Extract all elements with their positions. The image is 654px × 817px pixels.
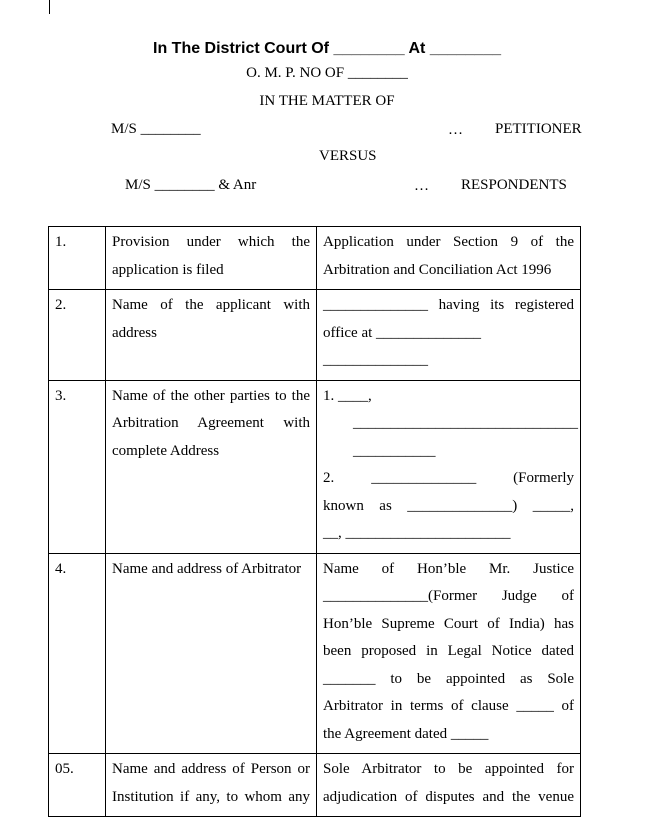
field-line: application is filed [112,261,224,278]
field-line: complete Address [112,442,220,459]
respondent-ellipsis: … [414,178,429,194]
field-line: Institution if any, to whom any [112,788,310,805]
value-line: Arbitration and Conciliation Act 1996 [323,261,552,278]
petitioner-name: M/S ________ [111,121,201,137]
field-cell [106,754,317,817]
value-line: office at ______________ [323,324,482,341]
row-number: 2. [49,290,106,381]
field-cell [106,553,317,754]
value-line: __, ______________________ [323,525,511,541]
text-cursor [49,0,50,14]
table-row [49,754,581,817]
value-line: Name of Hon’ble Mr. Justice [323,560,574,577]
table-row [49,227,581,290]
value-line: 2. ______________ (Formerly [323,470,574,486]
value-cell [317,754,581,817]
field-line: address [112,324,157,341]
value-line: ______________ having its registered [323,297,574,313]
value-cell [317,553,581,754]
row-number: 05. [49,754,106,817]
value-cell [317,290,581,381]
table-row [49,290,581,381]
value-line: ___________ [353,442,436,459]
respondent-name: M/S ________ & Anr [125,177,257,193]
table-row [49,553,581,754]
field-line: Name and address of Arbitrator [112,560,302,577]
value-line: ______________________________ [353,415,578,431]
value-line: 1. ____, [323,387,372,404]
field-line: Name and address of Person or [112,761,310,777]
field-line: Arbitration Agreement with [112,415,310,431]
omp-number-line: O. M. P. NO OF ________ [246,65,408,81]
table-row [49,380,581,553]
particulars-table [48,226,581,817]
field-cell [106,380,317,553]
value-cell [317,380,581,553]
field-line: Provision under which the [112,234,310,250]
petitioner-ellipsis: … [448,122,463,138]
row-number: 3. [49,380,106,553]
value-line: been proposed in Legal Notice dated [323,643,574,659]
value-line: Arbitrator in terms of clause _____ of [323,698,574,714]
value-line: ______________ [323,352,428,368]
value-line: Hon’ble Supreme Court of India) has [323,615,574,632]
field-line: Name of the applicant with [112,297,310,313]
respondent-label: RESPONDENTS [461,177,567,193]
value-line: _______ to be appointed as Sole [323,670,574,687]
petitioner-label: PETITIONER [495,121,582,137]
value-line: the Agreement dated _____ [323,725,489,742]
row-number: 4. [49,553,106,754]
row-number: 1. [49,227,106,290]
value-line: known as ______________) _____, [323,497,574,514]
value-line: adjudication of disputes and the venue [323,788,574,805]
field-line: Name of the other parties to the [112,387,310,404]
field-cell [106,227,317,290]
value-line: Sole Arbitrator to be appointed for [323,761,574,777]
value-line: Application under Section 9 of the [323,234,574,250]
versus-label: VERSUS [319,148,377,164]
field-cell [106,290,317,381]
value-line: ______________(Former Judge of [323,588,574,604]
court-title: In The District Court Of ________ At ________ [153,40,501,57]
matter-heading: IN THE MATTER OF [259,93,395,109]
value-cell [317,227,581,290]
